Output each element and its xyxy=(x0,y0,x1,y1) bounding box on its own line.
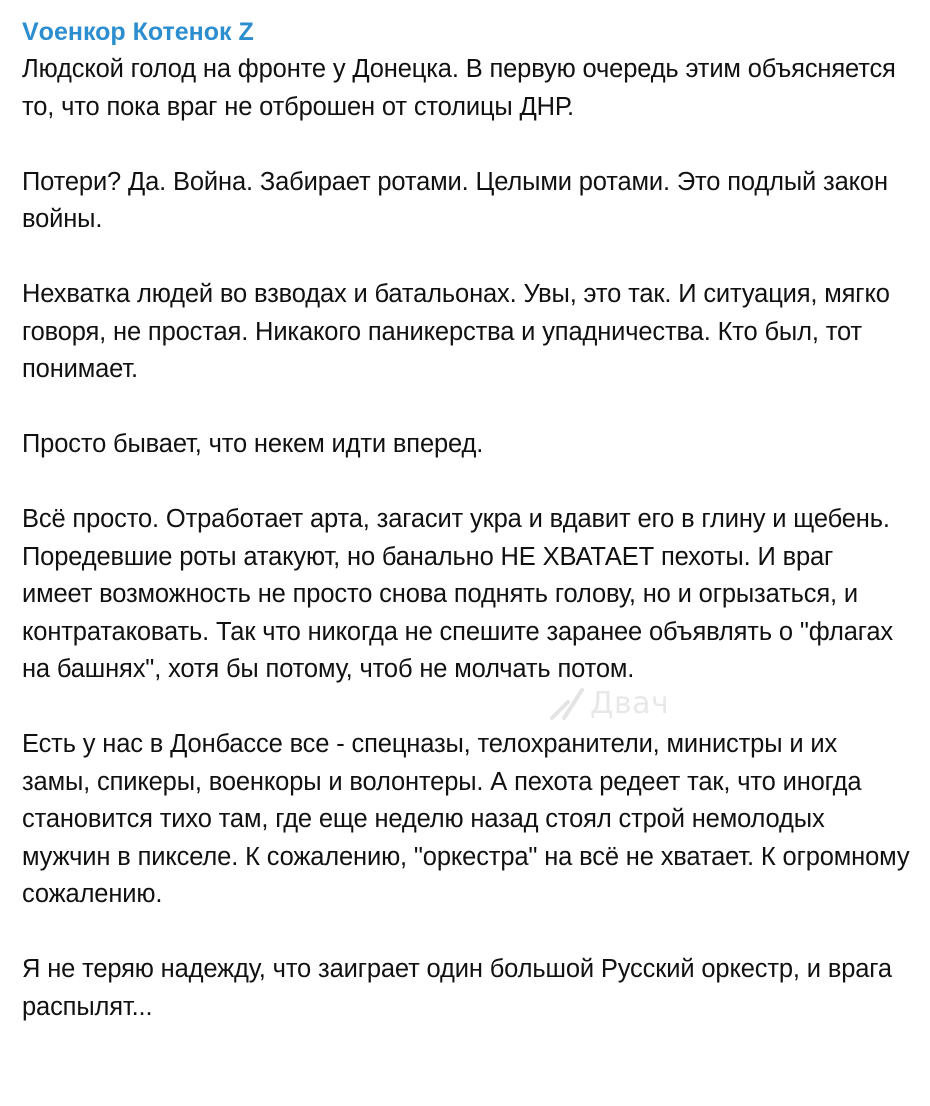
message-paragraph-4: Просто бывает, что некем идти вперед. xyxy=(22,430,484,458)
message-paragraph-2: Потери? Да. Война. Забирает ротами. Целыми ротами. Это подлый закон войны. xyxy=(22,167,888,233)
message-paragraph-5: Всё просто. Отработает арта, загасит укра и вдавит его в глину и щебень. Поредевшие роты атакуют, но банально НЕ ХВАТАЕТ пехоты. И враг имеет возможность не просто снова поднять голову, но и огрызаться, и контратаковать. Так что никогда не спешите заранее объявлять о "флагах на башнях", хотя бы потому, чтоб не молчать потом. xyxy=(22,505,894,683)
message-paragraph-1: Людской голод на фронте у Донецка. В первую очередь этим объясняется то, что пока враг не отброшен от столицы ДНР. xyxy=(22,55,896,121)
watermark-text: Двач xyxy=(590,686,670,721)
message-paragraph-7: Я не теряю надежду, что заиграет один большой Русский оркестр, и врага распылят... xyxy=(22,955,892,1021)
message-paragraph-3: Нехватка людей во взводах и батальонах. Увы, это так. И ситуация, мягко говоря, не простая. Никакого паникерства и упадничества. Кто был, тот понимает. xyxy=(22,280,890,383)
message-paragraph-6: Есть у нас в Донбассе все - спецназы, телохранители, министры и их замы, спикеры, военкоры и волонтеры. А пехота редеет так, что иногда становится тихо там, где еще неделю назад стоял строй немолодых мужчин в пикселе. К сожалению, "оркестра" на всё не хватает. К огромному сожалению. xyxy=(22,730,910,908)
channel-name[interactable]: Vоенкор Котенок Z xyxy=(22,18,254,46)
